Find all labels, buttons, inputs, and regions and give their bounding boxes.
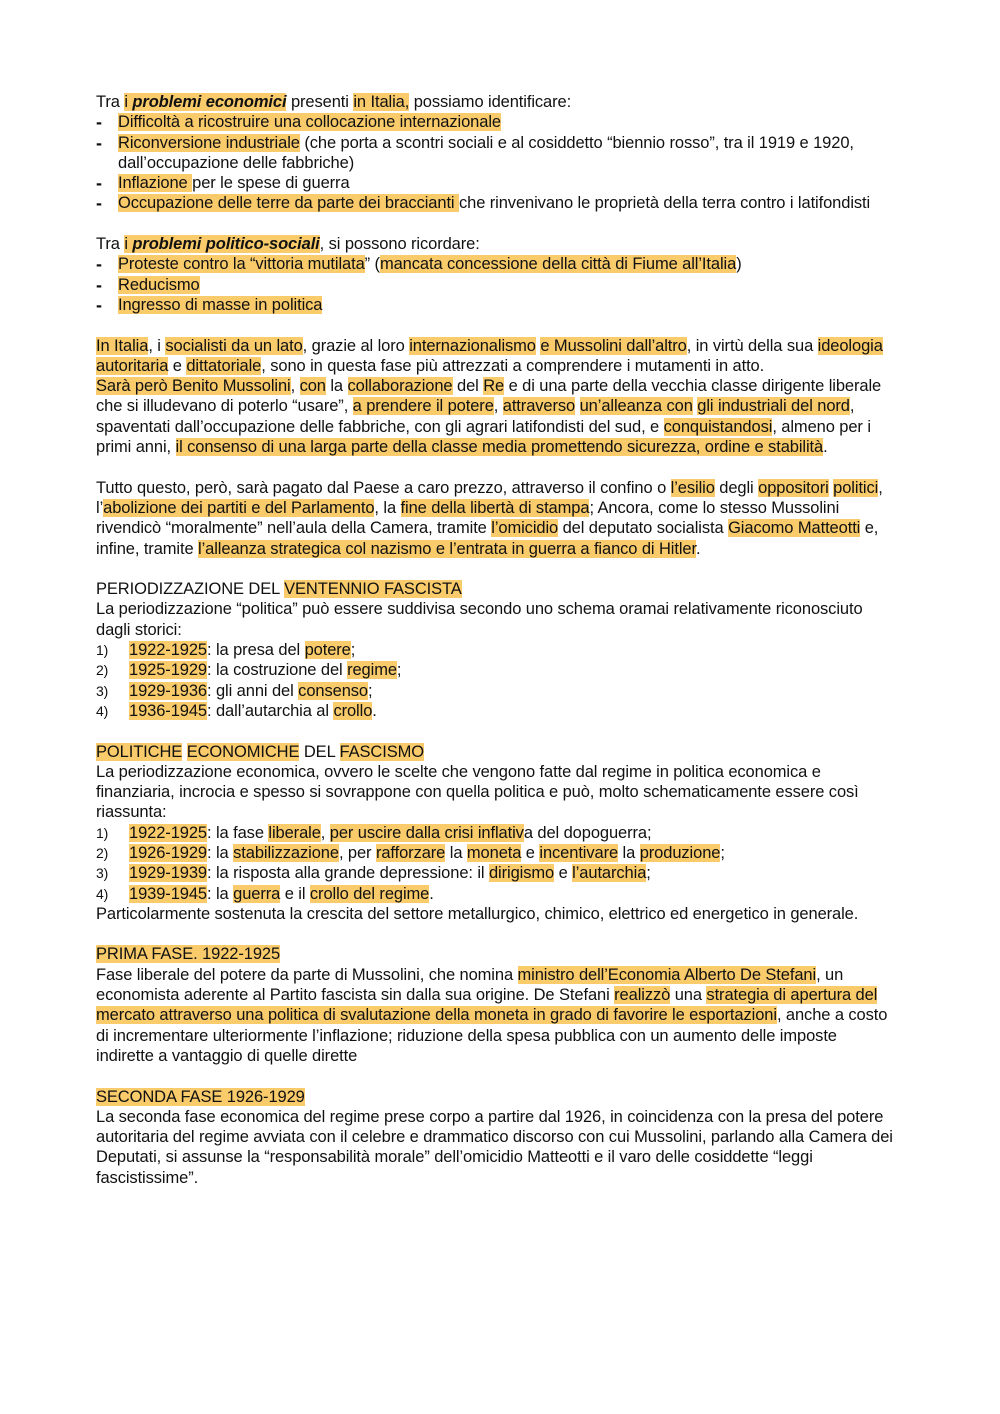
highlighted-text: produzione bbox=[639, 843, 721, 862]
political-problems-list bbox=[96, 254, 896, 315]
text-run: che rinvenivano le proprietà della terra contro i latifondisti bbox=[458, 194, 871, 213]
first-phase-body bbox=[96, 965, 896, 1066]
economic-policies-outro bbox=[96, 904, 896, 924]
highlighted-text: conquistandosi bbox=[663, 417, 773, 436]
highlighted-text: socialisti da un lato bbox=[165, 336, 303, 355]
text-run: : la presa del bbox=[207, 641, 305, 660]
highlighted-text: ministro dell’Economia Alberto De Stefani bbox=[517, 965, 817, 984]
price-paragraph bbox=[96, 478, 896, 559]
highlighted-text: crollo del regime bbox=[309, 884, 430, 903]
highlighted-text: FASCISMO bbox=[339, 742, 424, 761]
text-run: presenti bbox=[286, 93, 354, 111]
emphasis-text: problemi economici bbox=[132, 93, 287, 111]
first-phase-heading bbox=[96, 944, 896, 964]
text-run: (che porta a scontri sociali e al cosiddetto “biennio rosso”, tra il 1919 e 1920, dall’occupazione delle fabbriche) bbox=[118, 133, 854, 172]
numbered-item bbox=[96, 843, 896, 863]
text-run: e il bbox=[280, 884, 310, 903]
highlighted-text: l’alleanza strategica col nazismo e l’entrata in guerra a fianco di Hitler bbox=[198, 539, 696, 558]
highlighted-text: incentivare bbox=[539, 843, 619, 862]
text-run: del bbox=[452, 377, 484, 396]
text-run: degli bbox=[714, 478, 759, 497]
highlighted-text: potere bbox=[304, 641, 351, 660]
highlighted-text: abolizione dei partiti e del Parlamento bbox=[103, 498, 375, 517]
text-run: a del dopoguerra; bbox=[523, 823, 652, 842]
highlighted-text: dittatoriale bbox=[186, 356, 262, 375]
highlighted-text: Proteste contro la “vittoria mutilata bbox=[118, 255, 365, 274]
economic-policies-heading bbox=[96, 742, 896, 762]
text-run: , la bbox=[374, 498, 401, 517]
text-run: ; bbox=[646, 864, 651, 883]
text-run: , anche a costo di incrementare ulteriormente l’inflazione; riduzione della spesa pubblica con un aumento delle imposte indirette a vantaggio di quelle dirette bbox=[96, 1006, 888, 1065]
item-number: 2) bbox=[96, 662, 109, 679]
text-run: la bbox=[325, 377, 348, 396]
text-run: ; bbox=[368, 681, 373, 700]
second-phase-heading bbox=[96, 1087, 896, 1107]
economic-policies-intro bbox=[96, 762, 896, 823]
highlighted-text: guerra bbox=[233, 884, 281, 903]
highlighted-text: stabilizzazione bbox=[233, 843, 339, 862]
text-run: : la fase bbox=[207, 823, 269, 842]
text-run: Particolarmente sostenuta la crescita del settore metallurgico, chimico, elettrico ed energetico in generale. bbox=[96, 904, 859, 923]
highlighted-text: con bbox=[299, 377, 326, 396]
text-run: , si possono ricordare: bbox=[319, 235, 480, 254]
highlighted-text: i bbox=[124, 93, 133, 111]
text-run: . bbox=[823, 438, 828, 457]
text-run: e bbox=[168, 356, 187, 375]
text-run: La seconda fase economica del regime prese corpo a partire dal 1926, in coincidenza con la presa del potere autoritaria del regime avviata con il celebre e drammatico discorso con cui Mussolini, parlando alla Camera dei Deputati, si assunse la “responsabilità morale” dell’omicidio Matteotti e il varo delle cosiddette “leggi fascistissime”. bbox=[96, 1107, 893, 1187]
text-run: , per bbox=[338, 843, 376, 862]
highlighted-text: l’esilio bbox=[670, 478, 715, 497]
italy-paragraph bbox=[96, 336, 896, 377]
list-item bbox=[96, 193, 896, 213]
highlighted-text: POLITICHE bbox=[96, 742, 183, 761]
text-run: DEL bbox=[299, 742, 340, 761]
item-number: 1) bbox=[96, 642, 109, 659]
text-run: , un economista aderente al Partito fascista sin dalla sua origine. De Stefani bbox=[96, 965, 844, 1005]
text-run bbox=[575, 397, 579, 415]
highlighted-text: 1925-1929 bbox=[129, 661, 208, 680]
highlighted-text: SECONDA FASE 1926-1929 bbox=[96, 1087, 305, 1106]
numbered-item bbox=[96, 863, 896, 883]
text-run: la bbox=[618, 843, 640, 862]
political-problems-intro bbox=[96, 234, 896, 254]
highlighted-text: fi bbox=[400, 498, 409, 517]
text-run: : gli anni del bbox=[207, 681, 299, 700]
text-run: Tra bbox=[96, 93, 125, 111]
highlighted-text: un’alleanza con bbox=[579, 397, 693, 416]
highlighted-text: l’omicidio bbox=[491, 519, 559, 538]
highlighted-text: Occupazione delle terre da parte dei braccianti bbox=[118, 194, 459, 213]
highlighted-text: VENTENNIO FASCISTA bbox=[284, 580, 462, 599]
periodization-intro bbox=[96, 599, 896, 640]
list-item bbox=[96, 295, 896, 315]
highlighted-text: 1936-1945 bbox=[129, 701, 208, 720]
item-number: 3) bbox=[96, 865, 109, 882]
spacer bbox=[96, 315, 896, 335]
text-run: . bbox=[695, 539, 701, 558]
text-run: e bbox=[554, 864, 573, 883]
text-run: . bbox=[372, 701, 377, 720]
item-number: 3) bbox=[96, 682, 109, 699]
text-run: per le spese di guerra bbox=[192, 174, 350, 193]
highlighted-text: e Mussolini dall’altro bbox=[540, 336, 687, 355]
highlighted-text: 1926-1929 bbox=[129, 843, 208, 862]
emphasis-text: problemi politico-sociali bbox=[132, 235, 320, 254]
numbered-item bbox=[96, 681, 896, 701]
highlighted-text: strategia di apertura del mercato attraverso una politica di svalutazione della moneta in grado di favorire le esportazioni bbox=[96, 986, 878, 1025]
numbered-item bbox=[96, 823, 896, 843]
numbered-item bbox=[96, 884, 896, 904]
spacer bbox=[96, 1066, 896, 1086]
text-run: Tra bbox=[96, 235, 125, 254]
spacer bbox=[96, 457, 896, 477]
item-number: 2) bbox=[96, 844, 109, 861]
text-run: : la costruzione del bbox=[207, 661, 348, 680]
highlighted-text: Riconversione industriale bbox=[118, 133, 300, 152]
text-run: ; Ancora, come lo stesso Mussolini rivendicò “moralmente” nell’aula della Camera, tramite bbox=[96, 498, 840, 538]
highlighted-text: internazionalismo bbox=[409, 336, 536, 355]
highlighted-text: Sarà però Benito Mussolini bbox=[96, 377, 291, 396]
text-run: ) bbox=[736, 255, 742, 274]
text-run: possiamo identificare: bbox=[409, 93, 572, 111]
text-run: La periodizzazione “politica” può essere suddivisa secondo uno schema oramai relativamente riconosciuto dagli storici: bbox=[96, 600, 863, 639]
text-run: , bbox=[320, 823, 330, 842]
text-run: , bbox=[493, 397, 503, 416]
text-run: . bbox=[429, 884, 434, 903]
highlighted-text: 1929-1939 bbox=[129, 864, 208, 883]
text-run bbox=[182, 743, 186, 761]
highlighted-text: liberale bbox=[268, 823, 321, 842]
text-run: , in virtù della sua bbox=[686, 336, 818, 355]
text-run: e bbox=[521, 843, 540, 862]
text-run: , sono in questa fase più attrezzati a comprendere i mutamenti in atto. bbox=[261, 356, 765, 375]
highlighted-text: i bbox=[124, 235, 133, 254]
text-run: La periodizzazione economica, ovvero le scelte che vengono fatte dal regime in politica economica e finanziaria, incrocia e spesso si sovrappone con quella politica e può, molto schematicamente essere così riassunta: bbox=[96, 762, 859, 822]
highlighted-text: Re bbox=[483, 377, 505, 396]
text-run: Fase liberale del potere da parte di Mussolini, che nomina bbox=[96, 965, 518, 984]
text-run: , l’ bbox=[96, 478, 883, 517]
text-run: , almeno per i primi anni, bbox=[96, 417, 871, 457]
text-run: , bbox=[290, 377, 300, 396]
item-number: 4) bbox=[96, 885, 109, 902]
text-run: , spaventati dall’occupazione delle fabbriche, con gli agrari latifondisti del sud, e bbox=[96, 397, 855, 436]
highlighted-text: ECONOMICHE bbox=[186, 742, 300, 761]
spacer bbox=[96, 559, 896, 579]
text-run: ; bbox=[396, 661, 402, 680]
text-run: ; bbox=[720, 843, 725, 862]
list-item bbox=[96, 275, 896, 295]
highlighted-text: 1929-1936 bbox=[129, 681, 208, 700]
numbered-item bbox=[96, 660, 896, 680]
spacer bbox=[96, 924, 896, 944]
highlighted-text: ne della libertà di stampa bbox=[408, 498, 590, 517]
highlighted-text: regime bbox=[347, 661, 397, 680]
highlighted-text: il consenso di una larga parte della classe media promettendo sicurezza, ordine e stabilità bbox=[175, 438, 824, 457]
mussolini-paragraph bbox=[96, 376, 896, 457]
item-number: 1) bbox=[96, 824, 109, 841]
spacer bbox=[96, 721, 896, 741]
list-item bbox=[96, 133, 896, 174]
spacer bbox=[96, 214, 896, 234]
economic-problems-list bbox=[96, 112, 896, 213]
highlighted-text: Inflazione bbox=[118, 174, 193, 193]
text-run: e, infine, tramite bbox=[96, 519, 879, 558]
highlighted-text: in Italia, bbox=[353, 93, 410, 111]
highlighted-text: 1922-1925 bbox=[129, 823, 208, 842]
text-run: : dall’autarchia al bbox=[207, 701, 334, 720]
text-run: e di una parte della vecchia classe dirigente liberale che si illudevano di poterlo “usare”, bbox=[96, 377, 882, 416]
text-run: PERIODIZZAZIONE DEL bbox=[96, 580, 285, 599]
document-page bbox=[96, 92, 896, 1188]
highlighted-text: moneta bbox=[466, 843, 522, 862]
highlighted-text: oppositori bbox=[758, 478, 829, 497]
second-phase-body bbox=[96, 1107, 896, 1188]
text-run: : la risposta alla grande depressione: il bbox=[207, 864, 489, 883]
highlighted-text: autoritaria bbox=[96, 356, 169, 375]
highlighted-text: PRIMA FASE. 1922-1925 bbox=[96, 945, 281, 964]
highlighted-text: realizzò bbox=[614, 986, 671, 1005]
highlighted-text: rafforzare bbox=[375, 843, 446, 862]
highlighted-text bbox=[132, 235, 319, 253]
highlighted-text: Reducismo bbox=[118, 275, 200, 294]
item-number: 4) bbox=[96, 702, 109, 719]
highlighted-text: l’autarchia bbox=[572, 864, 647, 883]
text-run: una bbox=[670, 986, 707, 1005]
text-run: del deputato socialista bbox=[558, 519, 729, 538]
list-item bbox=[96, 254, 896, 274]
highlighted-text: collaborazione bbox=[347, 377, 453, 396]
highlighted-text: a prendere il potere bbox=[352, 397, 494, 416]
text-run: la bbox=[445, 843, 467, 862]
economic-problems-intro bbox=[96, 92, 896, 112]
text-run: : la bbox=[207, 884, 234, 903]
highlighted-text: per uscire dalla crisi inflativ bbox=[329, 823, 524, 842]
text-run: Tutto questo, però, sarà pagato dal Paese a caro prezzo, attraverso il confino o bbox=[96, 478, 671, 497]
highlighted-text: politici bbox=[833, 478, 879, 497]
highlighted-text: mancata concessione della città di Fiume all’Italia bbox=[379, 255, 737, 274]
highlighted-text: Giacomo Matteotti bbox=[728, 519, 861, 538]
highlighted-text: 1922-1925 bbox=[129, 641, 208, 660]
highlighted-text: dirigismo bbox=[488, 864, 555, 883]
numbered-item bbox=[96, 640, 896, 660]
highlighted-text: gli industriali del nord bbox=[697, 397, 850, 416]
text-run: ; bbox=[350, 641, 356, 660]
list-item bbox=[96, 112, 896, 132]
highlighted-text: attraverso bbox=[502, 397, 576, 416]
highlighted-text: Ingresso di masse in politica bbox=[118, 295, 323, 314]
highlighted-text: consenso bbox=[298, 681, 369, 700]
text-run: ” ( bbox=[364, 255, 380, 274]
list-item bbox=[96, 173, 896, 193]
economic-policies-list bbox=[96, 823, 896, 904]
highlighted-text: 1939-1945 bbox=[129, 884, 208, 903]
periodization-heading bbox=[96, 579, 896, 599]
highlighted-text bbox=[132, 93, 286, 111]
text-run: : la bbox=[207, 843, 234, 862]
highlighted-text: In Italia bbox=[96, 336, 149, 355]
highlighted-text: ideologia bbox=[817, 336, 883, 355]
highlighted-text: Difficoltà a ricostruire una collocazione internazionale bbox=[118, 113, 501, 132]
highlighted-text: crollo bbox=[333, 701, 373, 720]
text-run: , i bbox=[148, 336, 166, 355]
numbered-item bbox=[96, 701, 896, 721]
text-run: , grazie al loro bbox=[302, 336, 410, 355]
periodization-list bbox=[96, 640, 896, 721]
